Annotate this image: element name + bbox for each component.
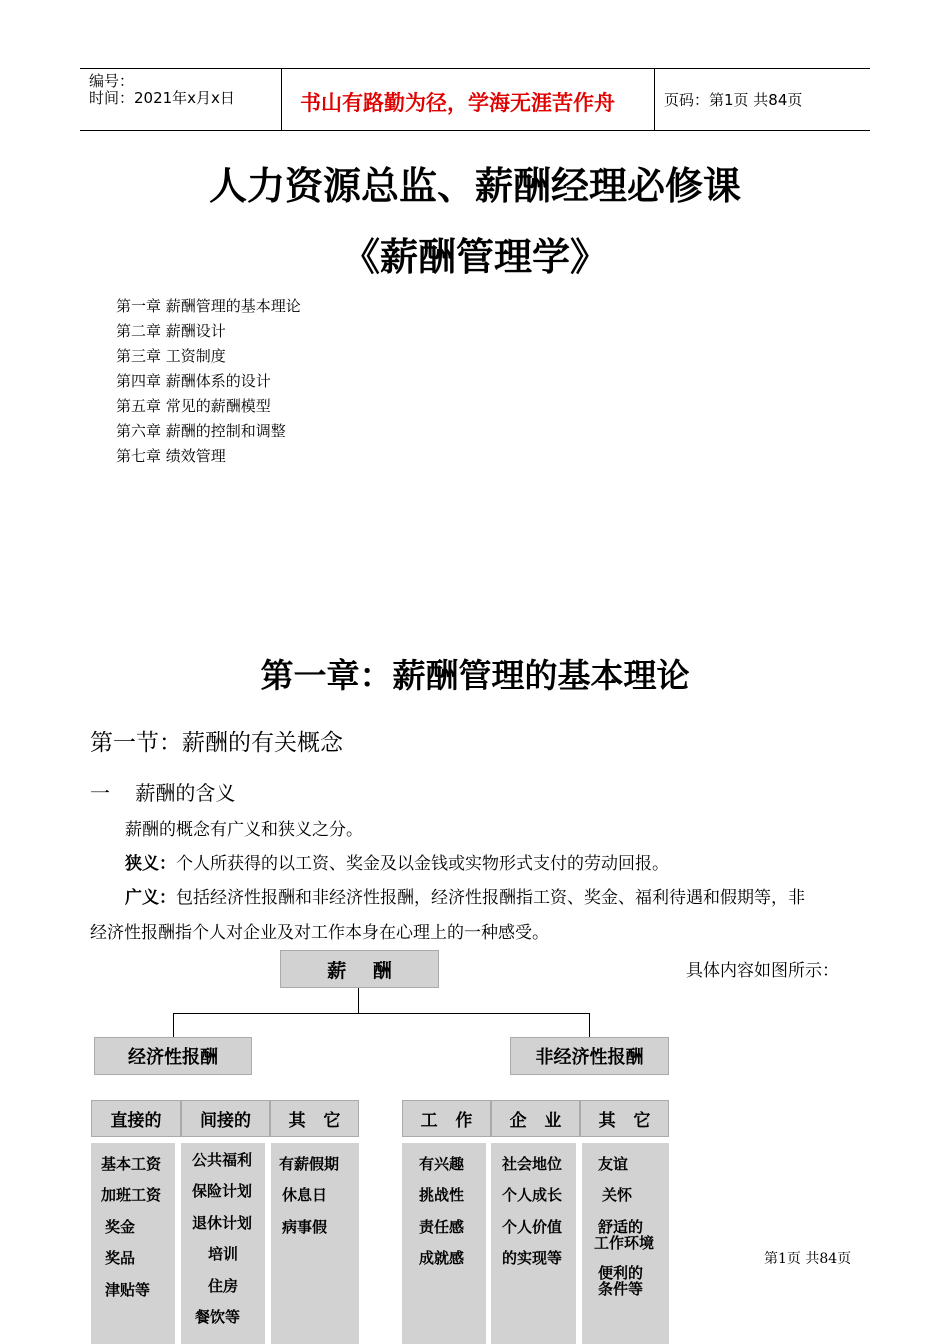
toc-item: 第二章 薪酬设计 xyxy=(116,322,226,340)
non-economic-reward-node: 非经济性报酬 xyxy=(510,1037,669,1075)
toc-item: 第五章 常见的薪酬模型 xyxy=(116,397,271,415)
subsection-heading: 一 薪酬的含义 xyxy=(90,781,236,805)
list-item: 有薪假期 xyxy=(279,1155,340,1173)
list-item: 个人成长 xyxy=(502,1186,563,1204)
list-item: 基本工资 xyxy=(101,1155,162,1173)
toc-item: 第一章 薪酬管理的基本理论 xyxy=(116,297,301,315)
column-company xyxy=(491,1143,576,1344)
category-other-non-economic: 其 它 xyxy=(580,1100,669,1137)
list-item: 舒适的 xyxy=(598,1218,644,1236)
category-work: 工 作 xyxy=(402,1100,491,1137)
list-item: 个人价值 xyxy=(502,1218,563,1236)
motto-text: 书山有路勤为径，学海无涯苦作舟 xyxy=(300,90,615,115)
document-date-label: 时间：2021年x月x日 xyxy=(89,89,235,107)
broad-label: 广义： xyxy=(125,888,176,908)
list-item: 挑战性 xyxy=(419,1186,465,1204)
list-item: 社会地位 xyxy=(502,1155,563,1173)
column-direct xyxy=(91,1143,175,1344)
paragraph-definition: 薪酬的概念有广义和狭义之分。 xyxy=(125,820,363,840)
broad-text-line1: 包括经济性报酬和非经济性报酬，经济性报酬指工资、奖金、福利待遇和假期等，非 xyxy=(176,888,805,908)
list-item: 友谊 xyxy=(598,1155,629,1173)
table-of-contents xyxy=(116,294,301,469)
connector-line xyxy=(589,1013,590,1037)
list-item: 病事假 xyxy=(282,1218,328,1236)
list-item: 津贴等 xyxy=(105,1281,151,1299)
narrow-label: 狭义： xyxy=(125,854,176,874)
connector-line xyxy=(173,1013,174,1037)
footer-page-number: 第1页 共84页 xyxy=(764,1251,852,1267)
header-divider xyxy=(654,69,655,130)
chapter-heading: 第一章：薪酬管理的基本理论 xyxy=(260,656,690,695)
list-item: 有兴趣 xyxy=(419,1155,465,1173)
category-other-economic: 其 它 xyxy=(270,1100,359,1137)
page-number-label: 页码：第1页 共84页 xyxy=(664,91,803,109)
document-title: 人力资源总监、薪酬经理必修课 xyxy=(208,163,741,208)
category-indirect: 间接的 xyxy=(181,1100,270,1137)
list-item: 退休计划 xyxy=(192,1214,253,1232)
root-node: 薪 酬 xyxy=(280,950,439,988)
list-item: 成就感 xyxy=(419,1249,465,1267)
broad-text-line2: 经济性报酬指个人对企业及对工作本身在心理上的一种感受。 xyxy=(90,923,549,943)
list-item: 的实现等 xyxy=(502,1249,563,1267)
list-item: 便利的 xyxy=(598,1264,644,1282)
list-item: 条件等 xyxy=(598,1280,644,1298)
figure-note: 具体内容如图所示： xyxy=(686,961,839,981)
narrow-text: 个人所获得的以工资、奖金及以金钱或实物形式支付的劳动回报。 xyxy=(176,854,669,874)
list-item: 餐饮等 xyxy=(195,1308,241,1326)
connector-line xyxy=(173,1013,590,1014)
column-other-economic xyxy=(271,1143,359,1344)
list-item: 关怀 xyxy=(602,1186,633,1204)
column-work xyxy=(402,1143,486,1344)
section-heading: 第一节：薪酬的有关概念 xyxy=(90,730,343,756)
list-item: 奖品 xyxy=(105,1249,136,1267)
list-item: 保险计划 xyxy=(192,1182,253,1200)
economic-reward-node: 经济性报酬 xyxy=(94,1037,252,1075)
toc-item: 第四章 薪酬体系的设计 xyxy=(116,372,271,390)
document-number-label: 编号： xyxy=(89,72,135,90)
list-item: 培训 xyxy=(208,1245,239,1263)
paragraph-broad xyxy=(125,883,805,908)
list-item: 休息日 xyxy=(282,1186,328,1204)
header-divider xyxy=(281,69,282,130)
paragraph-narrow xyxy=(125,849,669,874)
toc-item: 第六章 薪酬的控制和调整 xyxy=(116,422,286,440)
list-item: 公共福利 xyxy=(192,1151,253,1169)
list-item: 奖金 xyxy=(105,1218,136,1236)
list-item: 住房 xyxy=(208,1277,239,1295)
toc-item: 第七章 绩效管理 xyxy=(116,447,226,465)
list-item: 工作环境 xyxy=(594,1234,655,1252)
page-header xyxy=(80,68,870,131)
list-item: 加班工资 xyxy=(101,1186,162,1204)
list-item: 责任感 xyxy=(419,1218,465,1236)
document-subtitle: 《薪酬管理学》 xyxy=(341,234,608,279)
category-company: 企 业 xyxy=(491,1100,580,1137)
connector-line xyxy=(358,988,359,1013)
category-direct: 直接的 xyxy=(91,1100,181,1137)
toc-item: 第三章 工资制度 xyxy=(116,347,226,365)
